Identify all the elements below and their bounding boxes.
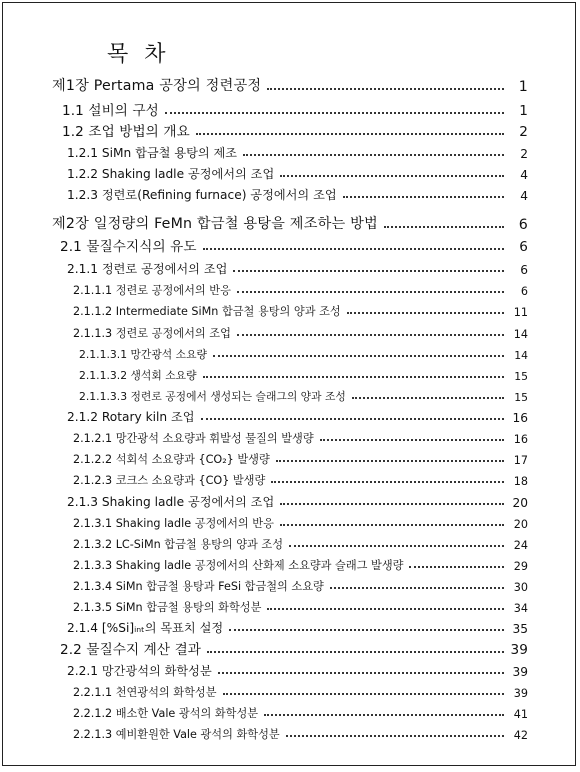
toc-entry-page: 2: [519, 124, 528, 140]
toc-entry-page: 6: [520, 263, 528, 277]
toc-entry-label: 2.1.3.4 SiMn 합금철 용탕과 FeSi 합금철의 소요량: [73, 580, 324, 593]
leader-dots: [213, 355, 504, 357]
leader-dots: [276, 460, 504, 462]
toc-entry[interactable]: [67, 659, 528, 679]
toc-entry-page: 16: [512, 411, 528, 425]
leader-dots: [233, 270, 504, 272]
toc-entry[interactable]: [67, 490, 528, 510]
toc-entry[interactable]: [79, 342, 528, 362]
toc-entry-label: 1.1 설비의 구성: [62, 103, 159, 119]
toc-entry[interactable]: [73, 574, 528, 594]
toc-entry-label: 1.2 조업 방법의 개요: [62, 124, 190, 140]
toc-entry[interactable]: [52, 213, 528, 233]
leader-dots: [196, 133, 504, 135]
toc-entry-page: 17: [513, 454, 528, 467]
toc-entry[interactable]: [67, 162, 528, 182]
toc-entry-page: 1: [519, 103, 528, 119]
toc-entry-label: 2.1.1.1 정련로 공정에서의 반응: [73, 284, 231, 297]
toc-entry-label: 2.1.1.3.1 망간광석 소요량: [79, 348, 207, 361]
leader-dots: [343, 196, 504, 198]
leader-dots: [203, 376, 504, 378]
leader-dots: [347, 312, 504, 314]
leader-dots: [203, 248, 504, 250]
toc-entry[interactable]: [73, 447, 528, 467]
toc-entry[interactable]: [73, 321, 528, 341]
leader-dots: [264, 714, 504, 716]
toc-entry[interactable]: [67, 257, 528, 277]
toc-entry-page: 2: [520, 147, 528, 161]
toc-entry-page: 6: [520, 285, 528, 298]
toc-entry-page: 29: [513, 560, 528, 573]
toc-entry-page: 18: [513, 475, 528, 488]
toc-entry-label: 1.2.3 정련로(Refining furnace) 공정에서의 조업: [67, 188, 337, 202]
toc-entry-label: 2.1.3.5 SiMn 합금철 용탕의 화학성분: [73, 601, 262, 614]
toc-entry[interactable]: [73, 595, 528, 615]
toc-entry-page: 30: [513, 581, 528, 594]
leader-dots: [280, 175, 504, 177]
toc-entry-page: 39: [513, 687, 528, 700]
toc-page: [2, 2, 576, 766]
leader-dots: [409, 566, 504, 568]
leader-dots: [286, 735, 504, 737]
toc-entry-page: 11: [513, 306, 528, 319]
toc-entry[interactable]: [67, 616, 528, 636]
toc-entry[interactable]: [73, 468, 528, 488]
toc-entry-page: 41: [513, 708, 528, 721]
toc-entry[interactable]: [73, 299, 528, 319]
toc-entry-page: 6: [518, 217, 528, 233]
toc-entry-page: 4: [520, 168, 528, 182]
toc-entry-page: 14: [514, 349, 528, 362]
toc-entry-label: 2.1.2.2 석회석 소요량과 {CO₂} 발생량: [73, 453, 270, 466]
toc-entry-label: 2.1.3.1 Shaking ladle 공정에서의 반응: [73, 517, 274, 530]
leader-dots: [320, 439, 504, 441]
toc-entry[interactable]: [73, 722, 528, 742]
leader-dots: [243, 154, 504, 156]
toc-entry-label: 2.2.1.2 배소한 Vale 광석의 화학성분: [73, 707, 259, 720]
toc-entry[interactable]: [67, 141, 528, 161]
toc-entry-page: 20: [513, 518, 528, 531]
leader-dots: [207, 651, 504, 653]
toc-entry-label: 2.1.1.3.3 정련로 공정에서 생성되는 슬래그의 양과 조성: [79, 390, 346, 403]
toc-entry-label: 2.2 물질수지 계산 결과: [60, 642, 202, 658]
leader-dots: [384, 226, 504, 228]
toc-entry-page: 35: [512, 622, 528, 636]
toc-entry[interactable]: [67, 405, 528, 425]
toc-entry[interactable]: [73, 511, 528, 531]
toc-entry-label: 2.1.3.3 Shaking ladle 공정에서의 산화제 소요량과 슬래그 발생량: [73, 559, 404, 572]
leader-dots: [201, 418, 504, 420]
toc-entry[interactable]: [73, 680, 528, 700]
toc-entry-label: 제2장 일정량의 FeMn 합금철 용탕을 제조하는 방법: [52, 216, 378, 232]
leader-dots: [289, 545, 504, 547]
toc-entry[interactable]: [79, 384, 528, 404]
leader-dots: [280, 503, 504, 505]
toc-entry-page: 20: [512, 496, 528, 510]
toc-entry-label: 1.2.2 Shaking ladle 공정에서의 조업: [67, 167, 275, 181]
toc-entry-page: 39: [512, 665, 528, 679]
toc-entry[interactable]: [73, 426, 528, 446]
toc-entry-label: 2.1.1.3.2 생석회 소요량: [79, 369, 197, 382]
toc-entry-page: 6: [519, 239, 528, 255]
toc-entry[interactable]: [60, 235, 528, 255]
leader-dots: [237, 334, 504, 336]
toc-entry-page: 15: [514, 391, 528, 404]
toc-entry-label: 제1장 Pertama 공장의 정련공정: [52, 78, 262, 94]
toc-entry[interactable]: [79, 363, 528, 383]
toc-entry[interactable]: [73, 278, 528, 298]
toc-entry-page: 14: [513, 328, 528, 341]
toc-entry[interactable]: [73, 553, 528, 573]
toc-entry-page: 39: [510, 642, 528, 658]
leader-dots: [229, 629, 504, 631]
toc-entry-page: 1: [518, 79, 528, 95]
toc-entry-label: 1.2.1 SiMn 합금철 용탕의 제조: [67, 146, 238, 160]
toc-entry-label: 2.1.2 Rotary kiln 조업: [67, 410, 195, 424]
toc-entry-label: 2.1.2.3 코크스 소요량과 {CO} 발생량: [73, 474, 266, 487]
toc-entry-page: 34: [513, 602, 528, 615]
toc-entry[interactable]: [60, 638, 528, 658]
toc-entry-page: 16: [513, 433, 528, 446]
leader-dots: [267, 88, 504, 90]
toc-entry-label: 2.1.4 [%Si]ᵢₙₜ의 목표치 설정: [67, 621, 224, 635]
toc-entry-page: 15: [514, 370, 528, 383]
leader-dots: [165, 112, 504, 114]
toc-entry-label: 2.1.1 정련로 공정에서의 조업: [67, 262, 228, 276]
toc-entry-page: 4: [520, 189, 528, 203]
toc-entry[interactable]: [73, 532, 528, 552]
toc-list: [3, 3, 575, 765]
leader-dots: [352, 397, 504, 399]
toc-entry-label: 2.2.1 망간광석의 화학성분: [67, 664, 212, 678]
toc-entry-label: 2.1.1.2 Intermediate SiMn 합금철 용탕의 양과 조성: [73, 305, 341, 318]
toc-entry-label: 2.1.1.3 정련로 공정에서의 조업: [73, 327, 231, 340]
toc-entry-label: 2.2.1.1 천연광석의 화학성분: [73, 686, 217, 699]
toc-entry-page: 42: [513, 729, 528, 742]
leader-dots: [271, 481, 504, 483]
leader-dots: [280, 524, 504, 526]
toc-entry-label: 2.1.2.1 망간광석 소요량과 휘발성 물질의 발생량: [73, 432, 314, 445]
toc-entry-page: 24: [513, 539, 528, 552]
leader-dots: [330, 587, 504, 589]
toc-entry[interactable]: [62, 99, 528, 119]
leader-dots: [218, 672, 504, 674]
toc-entry-label: 2.1 물질수지식의 유도: [60, 239, 197, 255]
toc-entry[interactable]: [52, 75, 528, 95]
toc-title: 목 차: [107, 42, 166, 67]
toc-entry-label: 2.1.3 Shaking ladle 공정에서의 조업: [67, 495, 275, 509]
leader-dots: [237, 291, 504, 293]
leader-dots: [267, 608, 504, 610]
toc-entry[interactable]: [73, 701, 528, 721]
leader-dots: [223, 693, 504, 695]
toc-entry-label: 2.1.3.2 LC-SiMn 합금철 용탕의 양과 조성: [73, 538, 284, 551]
toc-entry[interactable]: [62, 120, 528, 140]
toc-entry[interactable]: [67, 183, 528, 203]
toc-entry-label: 2.2.1.3 예비환원한 Vale 광석의 화학성분: [73, 728, 280, 741]
